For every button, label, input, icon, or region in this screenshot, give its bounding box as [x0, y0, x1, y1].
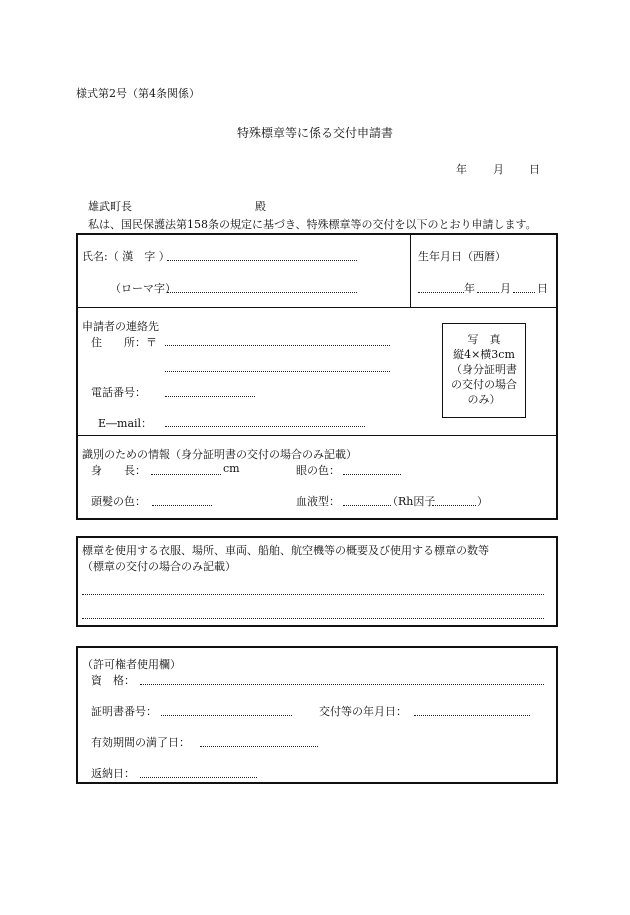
phone-field[interactable] [165, 396, 255, 397]
blood-type-label: 血液型： [296, 495, 340, 508]
height-field[interactable] [151, 474, 221, 475]
height-unit: cm [223, 462, 240, 475]
eye-color-label: 眼の色： [296, 464, 340, 477]
qualification-field[interactable] [140, 684, 544, 685]
name-kanji-field[interactable] [167, 260, 357, 261]
date-year: 年 [456, 163, 467, 176]
date-day: 日 [529, 163, 540, 176]
email-label: E―mail： [98, 417, 153, 430]
birth-month-label: 月 [500, 282, 511, 295]
photo-box [442, 323, 526, 418]
birth-year-label: 年 [464, 282, 475, 295]
addressee-honorific: 殿 [255, 200, 266, 213]
photo-line: （身分証明書 [451, 363, 517, 376]
address-field-line1[interactable] [165, 345, 390, 346]
email-field[interactable] [165, 426, 365, 427]
emblem-usage-field-line2[interactable] [82, 618, 544, 619]
expiry-date-label: 有効期間の満了日： [91, 736, 190, 749]
name-roman-label: （ローマ字） [110, 282, 176, 295]
rh-factor-label: （Rh因子 [387, 495, 436, 508]
contact-label: 申請者の連絡先 [82, 320, 159, 333]
addressee-name: 雄武町長 [88, 200, 132, 213]
eye-color-field[interactable] [343, 474, 401, 475]
identification-label: 識別のための情報（身分証明書の交付の場合のみ記載） [82, 448, 357, 461]
name-roman-field[interactable] [167, 292, 357, 293]
rh-factor-field[interactable] [432, 505, 476, 506]
return-date-label: 返納日： [91, 767, 135, 780]
photo-line: のみ） [467, 393, 501, 406]
photo-line: 縦4×横3cm [453, 348, 515, 361]
certificate-number-field[interactable] [161, 715, 292, 716]
return-date-field[interactable] [140, 777, 257, 778]
hair-color-label: 頭髪の色： [91, 495, 146, 508]
birth-day-field[interactable] [513, 292, 535, 293]
height-label: 身 長： [91, 464, 146, 477]
rh-factor-close: ） [477, 495, 488, 508]
expiry-date-field[interactable] [200, 746, 318, 747]
birth-year-field[interactable] [418, 292, 464, 293]
photo-line: の交付の場合 [451, 378, 517, 391]
intro-text: 私は、国民保護法第158条の規定に基づき、特殊標章等の交付を以下のとおり申請します。 [88, 218, 537, 231]
birth-date-label: 生年月日（西暦） [418, 250, 506, 263]
emblem-usage-label: 標章を使用する衣服、場所、車両、船舶、航空機等の概要及び使用する標章の数等 [82, 544, 489, 557]
birth-day-label: 日 [537, 282, 548, 295]
date-month: 月 [493, 163, 504, 176]
blood-type-field[interactable] [343, 505, 391, 506]
emblem-usage-field-line1[interactable] [82, 594, 544, 595]
certificate-number-label: 証明書番号： [91, 705, 157, 718]
birth-month-field[interactable] [477, 292, 499, 293]
qualification-label: 資 格： [91, 674, 135, 687]
issue-date-field[interactable] [414, 715, 530, 716]
photo-line: 写 真 [467, 333, 501, 346]
emblem-usage-note: （標章の交付の場合のみ記載） [82, 560, 236, 573]
page-title: 特殊標章等に係る交付申請書 [237, 126, 394, 140]
address-label: 住 所：〒 [91, 336, 157, 349]
name-kanji-label: 氏名:（ 漢 字 ） [82, 250, 170, 263]
issue-date-label: 交付等の年月日： [319, 705, 407, 718]
form-number: 様式第2号（第4条関係） [76, 87, 200, 100]
hair-color-field[interactable] [152, 505, 212, 506]
authority-use-label: （許可権者使用欄） [82, 658, 181, 671]
phone-label: 電話番号： [91, 386, 146, 399]
address-field-line2[interactable] [165, 371, 390, 372]
